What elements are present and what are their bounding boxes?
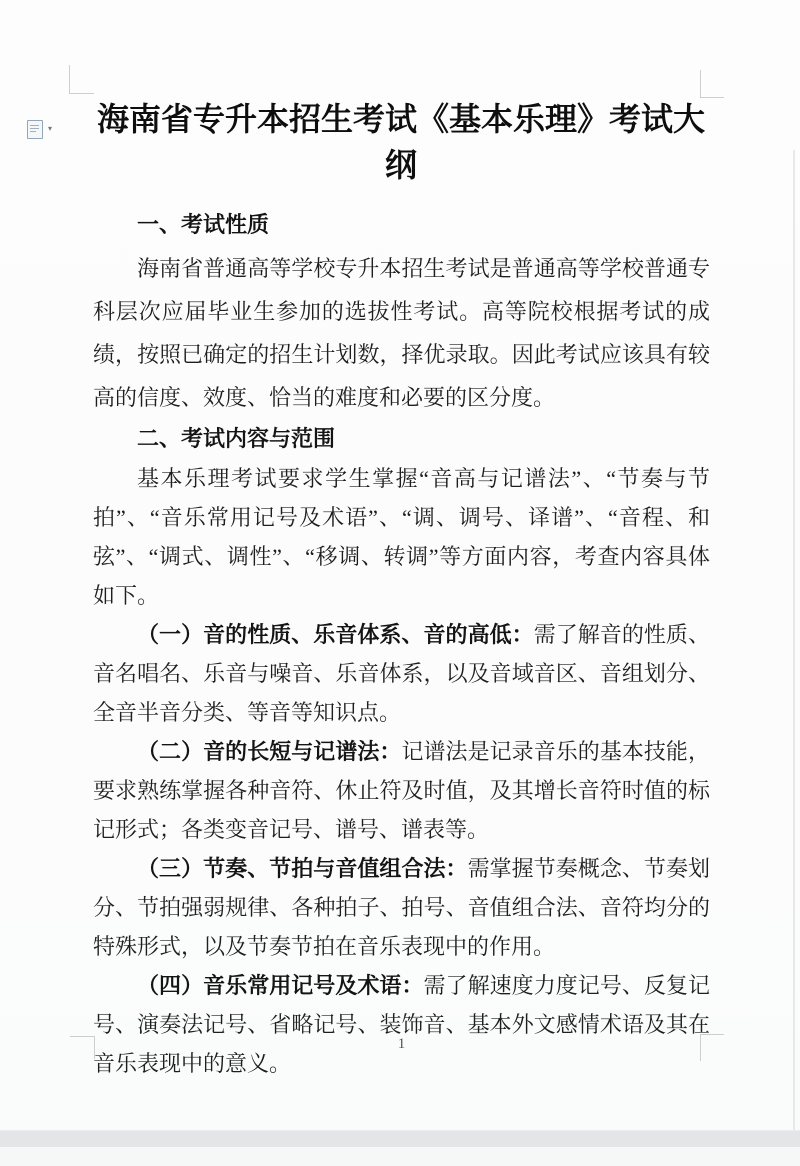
paste-options-button[interactable] [27,115,63,143]
page-number: 1 [397,1036,406,1052]
page-edge-shadow [793,150,795,1130]
paragraph-content-overview [93,459,710,615]
paragraph-item-1 [93,615,710,732]
paragraph-exam-nature [93,247,710,419]
paste-clipboard-icon [27,120,43,139]
paragraph-item-4 [93,966,710,1083]
paragraph-text: 海南省普通高等学校专升本招生考试是普通高等学校普通专科层次应届毕业生参加的选拔性考试。高等院校根据考试的成绩，按照已确定的招生计划数，择优录取。因此考试应该具有较高的信度、效度、恰当的难度和必要的区分度。 [93,256,710,410]
document-body [93,203,710,1083]
paragraph-bold-lead: （三）节奏、节拍与音值组合法： [137,856,468,881]
paragraph-item-3 [93,849,710,966]
section-heading-exam-content: 二、考试内容与范围 [137,426,336,451]
paragraph-bold-lead: （一）音的性质、乐音体系、音的高低： [137,622,534,647]
text-boundary-mark-bottom-left [70,1036,95,1059]
document-title: 海南省专升本招生考试《基本乐理》考试大纲 [96,101,705,184]
paragraph-bold-lead: （二）音的长短与记谱法： [137,739,402,764]
paragraph-item-2 [93,732,710,849]
paragraph-text: 需了解音的性质、音名唱名、乐音与噪音、乐音体系，以及音域音区、音组划分、全音半音分类、等音等知识点。 [93,622,710,725]
paragraph-bold-lead: （四）音乐常用记号及术语： [137,973,424,998]
paragraph-text: 记谱法是记录音乐的基本技能，要求熟练掌握各种音符、休止符及时值，及其增长音符时值的标记形式；各类变音记号、谱号、谱表等。 [93,739,710,842]
chevron-down-icon: ▾ [48,124,53,133]
text-boundary-mark-top-left [69,65,94,94]
section-heading-exam-nature: 一、考试性质 [137,212,270,237]
paragraph-text: 需掌握节奏概念、节奏划分、节拍强弱规律、各种拍子、拍号、音值组合法、音符均分的特殊形式，以及节奏节拍在音乐表现中的作用。 [93,856,710,959]
paragraph-text: 基本乐理考试要求学生掌握“音高与记谱法”、“节奏与节拍”、“音乐常用记号及术语”、“调、调号、译谱”、“音程、和弦”、“调式、调性”、“移调、转调”等方面内容，考查内容具体如下。 [93,466,710,608]
text-boundary-mark-top-right [700,70,724,98]
next-page-top-edge [0,1147,800,1166]
paragraph-text: 需了解速度力度记号、反复记号、演奏法记号、省略记号、装饰音、基本外文感情术语及其在音乐表现中的意义。 [93,973,710,1076]
page-gap [0,1130,800,1148]
